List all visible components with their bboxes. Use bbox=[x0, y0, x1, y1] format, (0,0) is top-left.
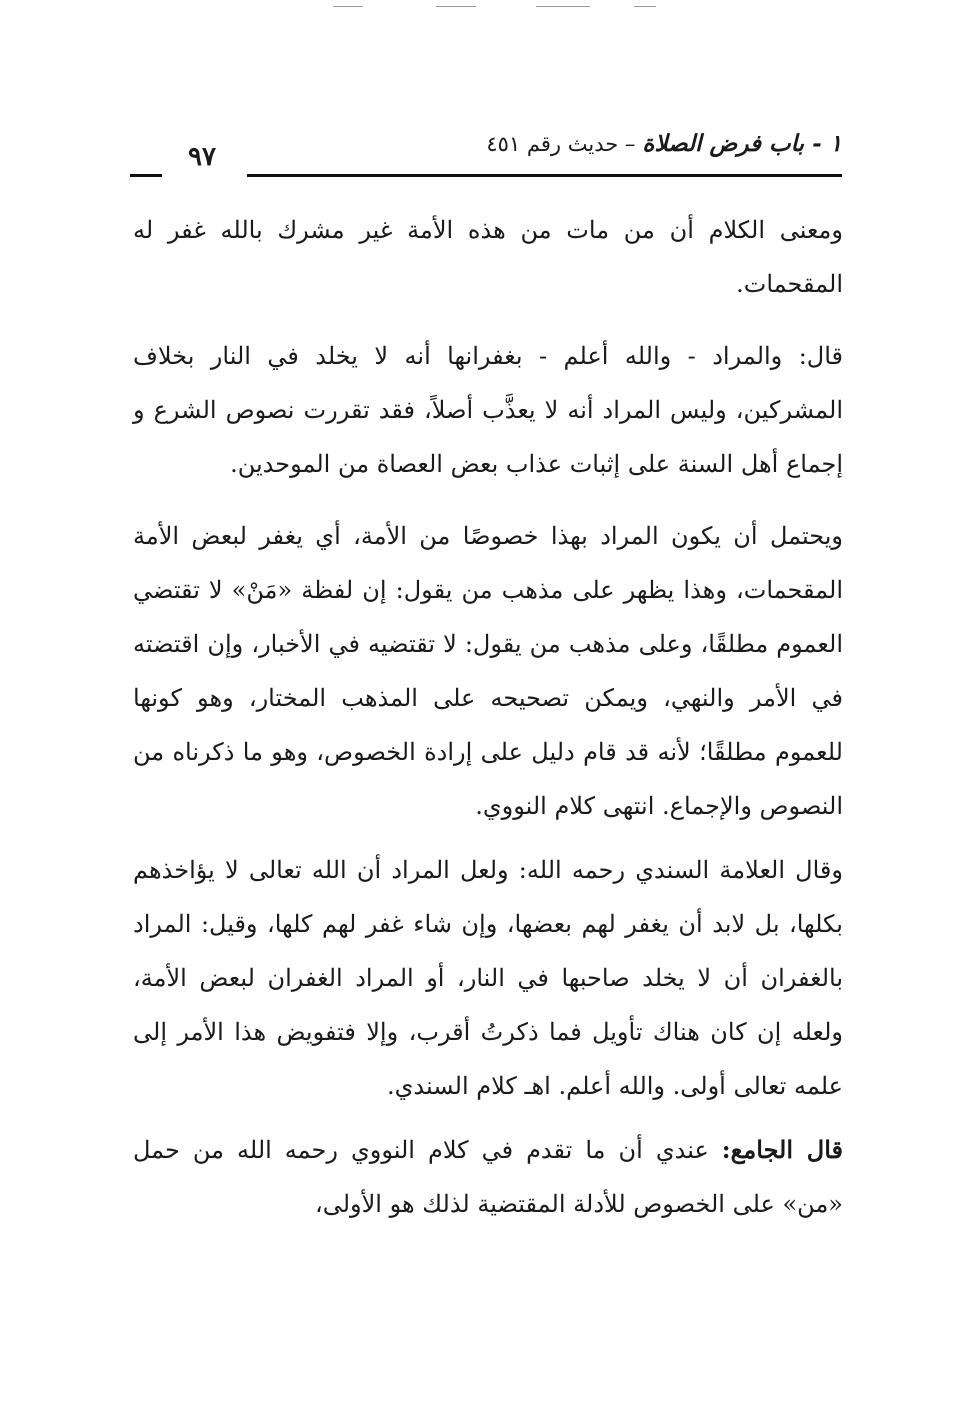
paragraph: ويحتمل أن يكون المراد بهذا خصوصًا من الأمة، أي يغفر لبعض الأمة المقحمات، وهذا يظهر على مذهب من يقول: إن لفظة «مَنْ» لا تقتضي العموم مطلقًا، وعلى مذهب من يقول: لا تقتضيه في الأخبار، وإن اقتضته في الأمر والنهي، ويمكن تصحيحه على المذهب المختار، وهو كونها للعموم مطلقًا؛ لأنه قد قام دليل على إرادة الخصوص، وهو ما ذكرناه من النصوص والإجماع. انتهى كلام النووي. bbox=[133, 522, 843, 820]
closing-lead: قال الجامع: bbox=[721, 1135, 843, 1164]
header-rule bbox=[247, 174, 842, 177]
page-number: ٩٧ bbox=[188, 142, 216, 172]
paragraph: وقال العلامة السندي رحمه الله: ولعل المراد أن الله تعالى لا يؤاخذهم بكلها، بل لابد أن يغفر لهم بعضها، وإن شاء غفر لهم كلها، وقيل: المراد بالغفران أن لا يخلد صاحبها في النار، أو المراد الغفران لبعض الأمة، ولعله إن كان هناك تأويل فما ذكرتُ أقرب، وإلا فتفويض هذا الأمر إلى علمه تعالى أولى. والله أعلم. اهـ كلام السندي. bbox=[133, 856, 843, 1100]
page-body bbox=[133, 203, 843, 1249]
paragraph: ومعنى الكلام أن من مات من هذه الأمة غير مشرك بالله غفر له المقحمات. bbox=[133, 216, 843, 298]
chapter-title bbox=[486, 130, 842, 157]
paragraph: قال: والمراد - والله أعلم - بغفرانها أنه لا يخلد في النار بخلاف المشركين، وليس المراد أنه لا يعذَّب أصلاً، فقد تقررت نصوص الشرع و إجماع أهل السنة على إثبات عذاب بعض العصاة من الموحدين. bbox=[133, 342, 843, 478]
hadith-reference: – حديث رقم ٤٥١ bbox=[486, 132, 636, 156]
running-header bbox=[130, 130, 842, 190]
closing-text: عندي أن ما تقدم في كلام النووي رحمه الله من حمل «من» على الخصوص للأدلة المقتضية لذلك هو الأولى، bbox=[133, 1136, 843, 1218]
chapter-name: ١ - باب فرض الصلاة bbox=[642, 130, 842, 157]
page-number-rule bbox=[130, 174, 162, 177]
closing-paragraph bbox=[133, 1123, 843, 1231]
